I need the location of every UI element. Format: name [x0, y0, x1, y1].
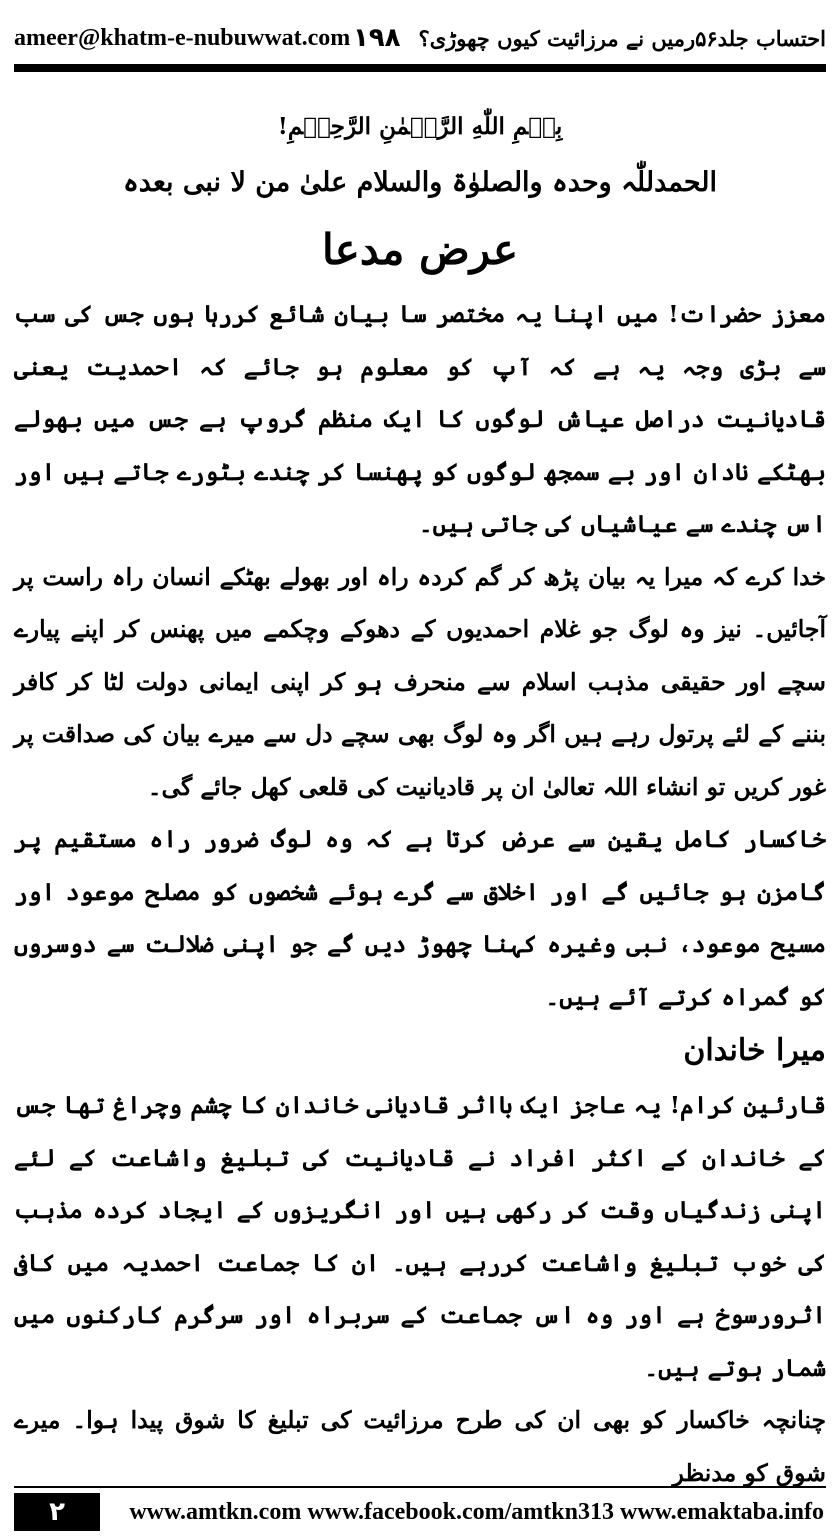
- header-email: ameer@khatm-e-nubuwwat.com: [14, 24, 351, 51]
- paragraph-2: خدا کرے کہ میرا یہ بیان پڑھ کر گم کردہ راہ اور بھولے بھٹکے انسان راہ راست پر آجائیں۔ نیز وہ لوگ جو غلام احمدیوں کے دھوکے وچکمے میں پھنس کر اپنے پیارے سچے اور حقیقی مذہب اسلام سے منحرف ہو کر اپنی ایمانی دولت لٹا کر کافر بننے کے لئے پرتول رہے ہیں اگر وہ لوگ بھی سچے دل سے میرے بیان کی صداقت پر غور کریں تو انشاء اللہ تعالیٰ ان پر قادیانیت کی قلعی کھل جائے گی۔: [14, 562, 826, 801]
- header-rule: [14, 64, 826, 72]
- book-title: احتساب جلد۵۶رمیں نے مرزائیت کیوں چھوڑی؟: [418, 25, 826, 51]
- paragraph-family-2: چنانچہ خاکسار کو بھی ان کی طرح مرزائیت کی تبلیغ کا شوق پیدا ہوا۔ میرے شوق کو مدنظر: [14, 1406, 826, 1487]
- paragraph-family-1: قارئین کرام! یہ عاجز ایک بااثر قادیانی خاندان کا چشم وچراغ تھا جس کے خاندان کے اکثر افراد نے قادیانیت کی تبلیغ واشاعت کے لئے اپنی زندگیاں وقت کر رکھی ہیں اور انگریزوں کے ایجاد کردہ مذہب کی خوب تبلیغ واشاعت کررہے ہیں۔ ان کا جماعت احمدیہ میں کافی اثرورسوخ ہے اور وہ اس جماعت کے سربراہ اور سرگرم کارکنوں میں شمار ہوتے ہیں۔: [14, 1091, 826, 1382]
- footer-rule: [14, 1486, 826, 1488]
- footer-urls: www.amtkn.com www.facebook.com/amtkn313 www.emaktaba.info: [129, 1498, 824, 1525]
- subheading-family: میرا خاندان: [683, 1033, 826, 1068]
- footer-page-number: ۲: [14, 1493, 100, 1531]
- paragraph-1: معزز حضرات! میں اپنا یہ مختصر سا بیان شائع کررہا ہوں جس کی سب سے بڑی وجہ یہ ہے کہ آپ کو معلوم ہو جائے کہ احمدیت یعنی قادیانیت دراصل عیاش لوگوں کا ایک منظم گروپ ہے جس میں بھولے بھٹکے نادان اور بے سمجھ لوگوں کو پھنسا کر چندے بٹورے جاتے ہیں اور اس چندے سے عیاشیاں کی جاتی ہیں۔: [14, 300, 826, 538]
- header-page-number: ۱۹۸: [352, 23, 401, 53]
- paragraph-3: خاکسار کامل یقین سے عرض کرتا ہے کہ وہ لوگ ضرور راہ مستقیم پر گامزن ہو جائیں گے اور اخلاق سے گرے ہوئے شخصوں کو مصلح موعود اور مسیح موعود، نبی وغیرہ کہنا چھوڑ دیں گے جو اپنی ضلالت سے دوسروں کو گمراہ کرتے آئے ہیں۔: [14, 825, 826, 1011]
- page-content: [14, 100, 826, 1499]
- doxology: الحمدللّٰہ وحدہ والصلوٰۃ والسلام علیٰ من لا نبی بعدہ: [122, 167, 718, 198]
- footer: [14, 1492, 826, 1532]
- section-heading: عرض مدعا: [321, 225, 519, 274]
- header-title-group: [353, 23, 826, 53]
- bismillah: بِسۡمِ اللّٰهِ الرَّحۡمٰنِ الرَّحِيۡمِ!: [277, 113, 563, 140]
- running-header: [14, 14, 826, 62]
